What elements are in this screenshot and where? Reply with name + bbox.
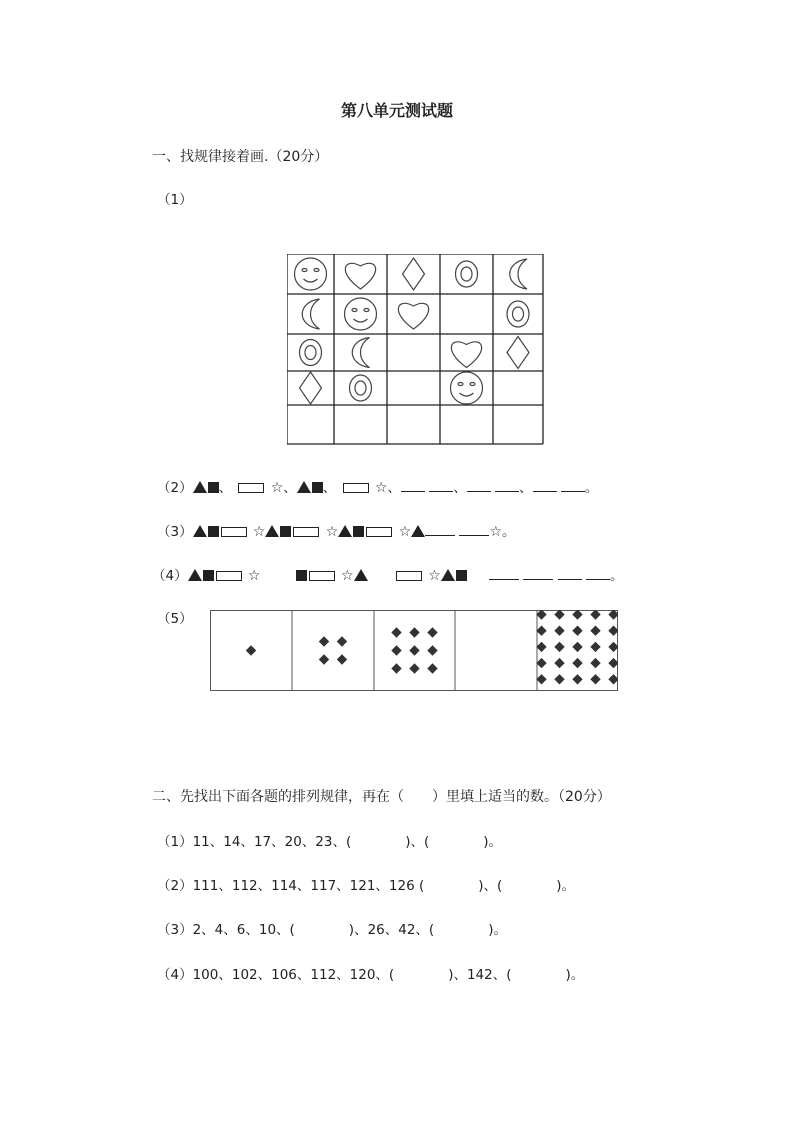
rectangle-icon [221, 527, 247, 537]
ring-icon [350, 375, 372, 401]
seq-question-2: （2）111、112、114、117、121、126 ( )、( )。 [157, 878, 576, 894]
diamond-dot [554, 610, 564, 620]
diamond-dot [572, 674, 582, 684]
diamond-dot [554, 658, 564, 668]
triangle-icon [265, 525, 279, 537]
star-icon: ☆ [489, 524, 503, 540]
diamond-dot [409, 663, 419, 673]
star-icon: ☆ [374, 480, 388, 496]
dot-pattern-boxes [210, 610, 618, 691]
pattern-grid [287, 254, 545, 446]
diamond-dot [536, 626, 546, 636]
diamond-dot [391, 627, 401, 637]
triangle-icon [338, 525, 352, 537]
seq-question-3: （3）2、4、6、10、( )、26、42、( )。 [157, 922, 507, 938]
moon-icon [302, 299, 319, 329]
diamond-dot [554, 642, 564, 652]
rectangle-icon [293, 527, 319, 537]
diamond-dot [572, 642, 582, 652]
q2-sep: 、 [387, 480, 401, 496]
answer-blank[interactable] [489, 565, 519, 580]
answer-blank[interactable] [561, 477, 585, 492]
moon-icon [352, 338, 369, 368]
star-icon: ☆ [341, 568, 354, 584]
diamond-dot [590, 658, 600, 668]
answer-blank[interactable] [467, 477, 491, 492]
triangle-icon [354, 569, 368, 581]
diamond-dot [391, 663, 401, 673]
diamond-dot [337, 654, 347, 664]
diamond-dot [554, 674, 564, 684]
seq-question-1: （1）11、14、17、20、23、( )、( )。 [157, 834, 503, 850]
q2-sep: 、 [322, 480, 337, 496]
triangle-icon [411, 525, 425, 537]
diamond-dot [554, 626, 564, 636]
q5-label: （5） [157, 611, 193, 627]
diamond-dot [590, 610, 600, 620]
rectangle-icon [343, 483, 369, 493]
answer-blank[interactable] [425, 521, 455, 536]
square-icon [208, 526, 219, 537]
diamond-icon [507, 337, 529, 369]
diamond-dot [427, 663, 437, 673]
answer-blank[interactable] [459, 521, 489, 536]
q2-row [157, 477, 598, 498]
q4-row [152, 565, 623, 586]
q1-label: （1） [157, 192, 193, 208]
answer-blank[interactable] [429, 477, 453, 492]
rectangle-icon [216, 571, 242, 581]
answer-blank[interactable] [495, 477, 519, 492]
answer-blank[interactable] [586, 565, 610, 580]
diamond-dot [337, 636, 347, 646]
seq-question-4: （4）100、102、106、112、120、( )、142、( )。 [157, 967, 585, 983]
q2-label: （2） [157, 480, 193, 496]
rectangle-icon [238, 483, 264, 493]
diamond-dot [590, 642, 600, 652]
diamond-dot [608, 674, 618, 684]
diamond-icon [300, 372, 322, 404]
diamond-dot [608, 642, 618, 652]
diamond-dot [590, 674, 600, 684]
q3-label: （3） [157, 524, 193, 540]
q2-sep: 、 [218, 480, 233, 496]
q2-sep: 、 [519, 480, 533, 496]
square-icon [312, 482, 323, 493]
diamond-dot [409, 645, 419, 655]
answer-blank[interactable] [533, 477, 557, 492]
square-icon [208, 482, 219, 493]
q2-sep: 、 [453, 480, 467, 496]
triangle-icon [297, 481, 311, 493]
rectangle-icon [309, 571, 335, 581]
ring-icon [300, 340, 322, 366]
diamond-dot [536, 658, 546, 668]
diamond-dot [536, 642, 546, 652]
diamond-dot [590, 626, 600, 636]
diamond-dot [246, 645, 256, 655]
diamond-dot [427, 627, 437, 637]
answer-blank[interactable] [558, 565, 582, 580]
rectangle-icon [396, 571, 422, 581]
square-icon [456, 570, 467, 581]
heart-icon [451, 342, 481, 368]
star-icon: ☆ [325, 524, 339, 540]
star-icon: ☆ [398, 524, 412, 540]
triangle-icon [193, 481, 207, 493]
star-icon: ☆ [252, 524, 266, 540]
smiley-icon [345, 298, 377, 330]
diamond-dot [409, 627, 419, 637]
diamond-dot [608, 658, 618, 668]
star-icon: ☆ [270, 480, 284, 496]
answer-blank[interactable] [401, 477, 425, 492]
diamond-dot [536, 674, 546, 684]
triangle-icon [441, 569, 455, 581]
section2-heading: 二、先找出下面各题的排列规律，再在（ ）里填上适当的数。（20分） [152, 789, 611, 805]
q3-row [157, 521, 516, 542]
q3-end: 。 [502, 524, 516, 540]
smiley-icon [295, 258, 327, 290]
diamond-dot [608, 610, 618, 620]
q4-label: （4） [152, 568, 188, 584]
diamond-dot [536, 610, 546, 620]
diamond-dot [572, 626, 582, 636]
q2-sep: 、 [283, 480, 297, 496]
diamond-icon [403, 258, 425, 290]
section1-heading: 一、找规律接着画.（20分） [152, 149, 329, 165]
diamond-dot [572, 610, 582, 620]
moon-icon [510, 259, 527, 289]
triangle-icon [188, 569, 202, 581]
diamond-dot [319, 636, 329, 646]
diamond-dot [608, 626, 618, 636]
square-icon [353, 526, 364, 537]
diamond-dot [391, 645, 401, 655]
star-icon: ☆ [428, 568, 441, 584]
diamond-dot [319, 654, 329, 664]
rectangle-icon [366, 527, 392, 537]
answer-blank[interactable] [523, 565, 553, 580]
ring-icon [456, 261, 478, 287]
page-title: 第八单元测试题 [340, 101, 453, 120]
ring-icon [507, 301, 529, 327]
smiley-icon [451, 372, 483, 404]
star-icon: ☆ [247, 568, 261, 584]
square-icon [296, 570, 307, 581]
triangle-icon [193, 525, 207, 537]
square-icon [203, 570, 214, 581]
q2-end: 。 [584, 480, 599, 496]
heart-icon [345, 263, 375, 289]
q4-end: 。 [609, 568, 624, 584]
heart-icon [398, 303, 428, 329]
diamond-dot [572, 658, 582, 668]
square-icon [280, 526, 291, 537]
diamond-dot [427, 645, 437, 655]
